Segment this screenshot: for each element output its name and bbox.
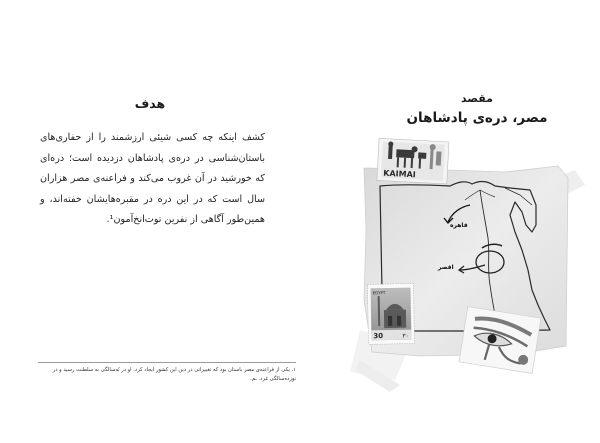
footnote-divider <box>38 362 296 363</box>
footnote-text: ۱. یکی از فراعنه‌ی مصر باستان بود که تغییراتی در دین این کشور ایجاد کرد. او در نُه‌سالگی به سلطنت رسید و در نوزده‌سالگی مُرد. ـم. <box>52 367 296 382</box>
goal-body-text: کشف اینکه چه کسی شیئی ارزشمند را از حفاری‌های باستان‌شناسی در دره‌ی پادشاهان دزدیده است؛ دره‌ای که خورشید در آن غروب می‌کند و فراعنه‌ی مصر هزاران سال است که در این دره در مقبره‌هایشان خفته‌اند، و همین‌طور آگاهی از نفرین توت‌انخ‌آمون¹. <box>40 132 265 225</box>
destination-label: مقصد <box>461 92 493 105</box>
map-label-cairo: قاهره <box>450 222 468 229</box>
destination-title: مصر، دره‌ی پادشاهان <box>406 110 548 126</box>
map-label-luxor: اقصر <box>438 264 454 271</box>
stamp-country-text: EGYPT <box>372 290 386 296</box>
egypt-postage-stamp <box>367 284 414 345</box>
svg-text:٣٠: ٣٠ <box>402 332 409 340</box>
right-page <box>300 0 600 443</box>
stamp-value-text: 30 <box>373 332 384 341</box>
egypt-collage-image <box>300 0 600 443</box>
eye-of-horus-card <box>459 307 541 374</box>
top-stamp-text: KAIMAI <box>383 168 416 180</box>
top-stamp <box>377 138 449 184</box>
goal-heading: هدف <box>134 96 166 111</box>
